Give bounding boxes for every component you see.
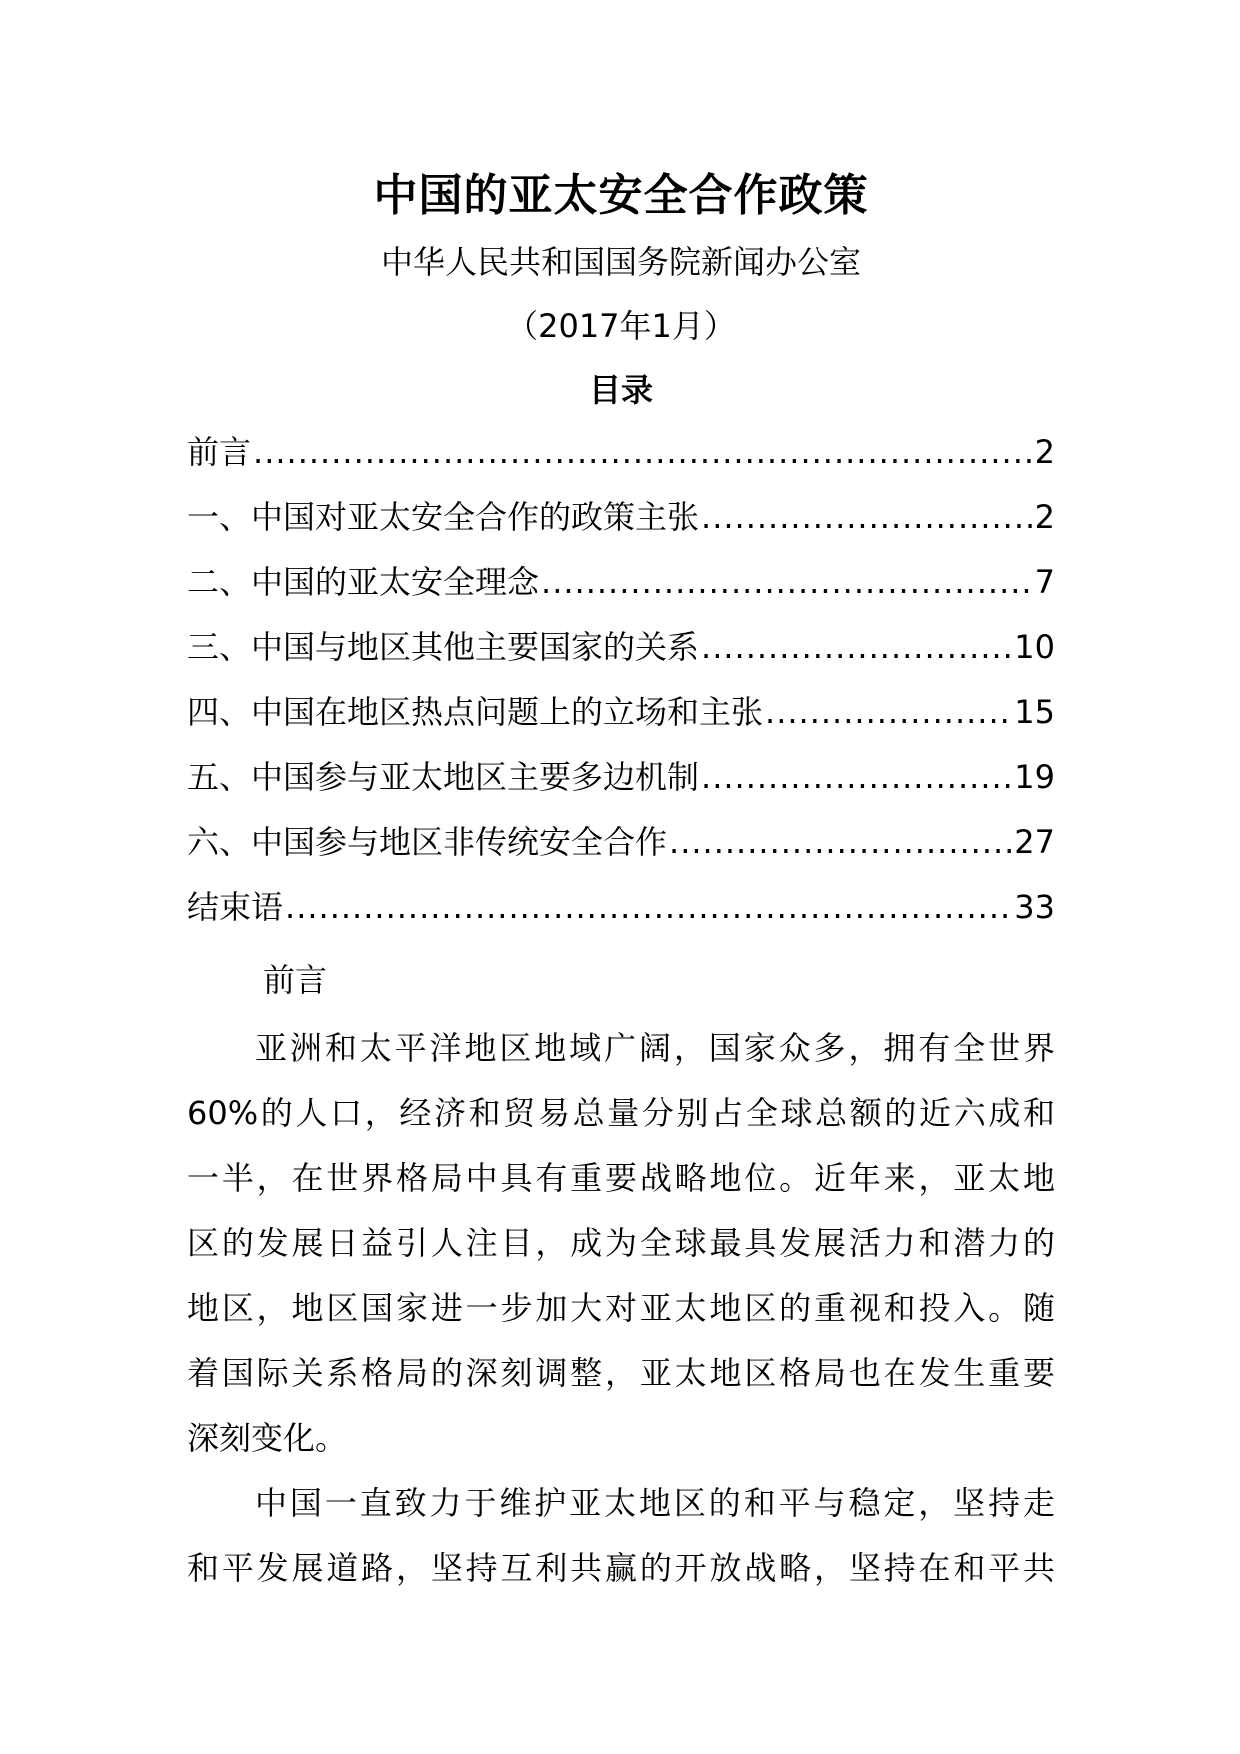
toc-item-section-5[interactable] <box>187 755 1055 820</box>
toc-leader <box>669 820 1012 864</box>
toc-leader <box>765 690 1012 734</box>
toc-item-label: 结束语 <box>187 888 284 926</box>
toc-item-section-3[interactable] <box>187 625 1055 690</box>
toc-item-section-4[interactable] <box>187 690 1055 755</box>
body-paragraph <box>187 1471 1055 1601</box>
paragraph-line: 地区，地区国家进一步加大对亚太地区的重视和投入。随 <box>187 1289 1055 1327</box>
toc-leader <box>541 560 1033 604</box>
toc-item-page: 2 <box>1034 498 1055 536</box>
toc-leader <box>701 755 1012 799</box>
toc-item-page: 27 <box>1014 823 1055 861</box>
paragraph-line: 和平发展道路，坚持互利共赢的开放战略，坚持在和平共 <box>187 1549 1055 1587</box>
toc-item-page: 7 <box>1034 563 1055 601</box>
toc-item-label: 五、中国参与亚太地区主要多边机制 <box>187 758 700 796</box>
document-page <box>187 0 1055 1754</box>
toc-item-section-6[interactable] <box>187 820 1055 885</box>
document-title: 中国的亚太安全合作政策 <box>373 170 869 221</box>
toc-leader <box>253 430 1033 474</box>
toc-item-page: 33 <box>1014 888 1055 926</box>
toc-item-label: 二、中国的亚太安全理念 <box>187 563 540 601</box>
toc-item-section-2[interactable] <box>187 560 1055 625</box>
document-date: （2017年1月） <box>506 307 736 345</box>
toc-item-section-1[interactable] <box>187 495 1055 560</box>
toc-item-label: 前言 <box>187 433 252 471</box>
toc-heading: 目录 <box>588 371 653 409</box>
body-paragraph <box>187 1016 1055 1471</box>
toc-item-page: 2 <box>1034 433 1055 471</box>
table-of-contents <box>187 430 1055 950</box>
toc-item-label: 三、中国与地区其他主要国家的关系 <box>187 628 700 666</box>
toc-item-page: 10 <box>1014 628 1055 666</box>
toc-leader <box>701 625 1012 669</box>
paragraph-line: 区的发展日益引人注目，成为全球最具发展活力和潜力的 <box>187 1224 1055 1262</box>
toc-leader <box>701 495 1033 539</box>
document-publisher: 中华人民共和国国务院新闻办公室 <box>380 243 861 281</box>
toc-item-page: 19 <box>1014 758 1055 796</box>
paragraph-line: 一半，在世界格局中具有重要战略地位。近年来，亚太地 <box>187 1159 1055 1197</box>
paragraph-line: 亚洲和太平洋地区地域广阔，国家众多，拥有全世界 <box>255 1029 1055 1067</box>
section-heading-preface: 前言 <box>263 961 328 999</box>
toc-item-label: 六、中国参与地区非传统安全合作 <box>187 823 668 861</box>
toc-item-preface[interactable] <box>187 430 1055 495</box>
paragraph-line: 中国一直致力于维护亚太地区的和平与稳定，坚持走 <box>255 1484 1055 1522</box>
toc-item-label: 四、中国在地区热点问题上的立场和主张 <box>187 693 764 731</box>
toc-item-conclusion[interactable] <box>187 885 1055 950</box>
toc-leader <box>285 885 1012 929</box>
toc-item-page: 15 <box>1014 693 1055 731</box>
paragraph-line: 60%的人口，经济和贸易总量分别占全球总额的近六成和 <box>187 1094 1055 1132</box>
paragraph-line: 深刻变化。 <box>187 1419 348 1457</box>
toc-item-label: 一、中国对亚太安全合作的政策主张 <box>187 498 700 536</box>
paragraph-line: 着国际关系格局的深刻调整，亚太地区格局也在发生重要 <box>187 1354 1055 1392</box>
